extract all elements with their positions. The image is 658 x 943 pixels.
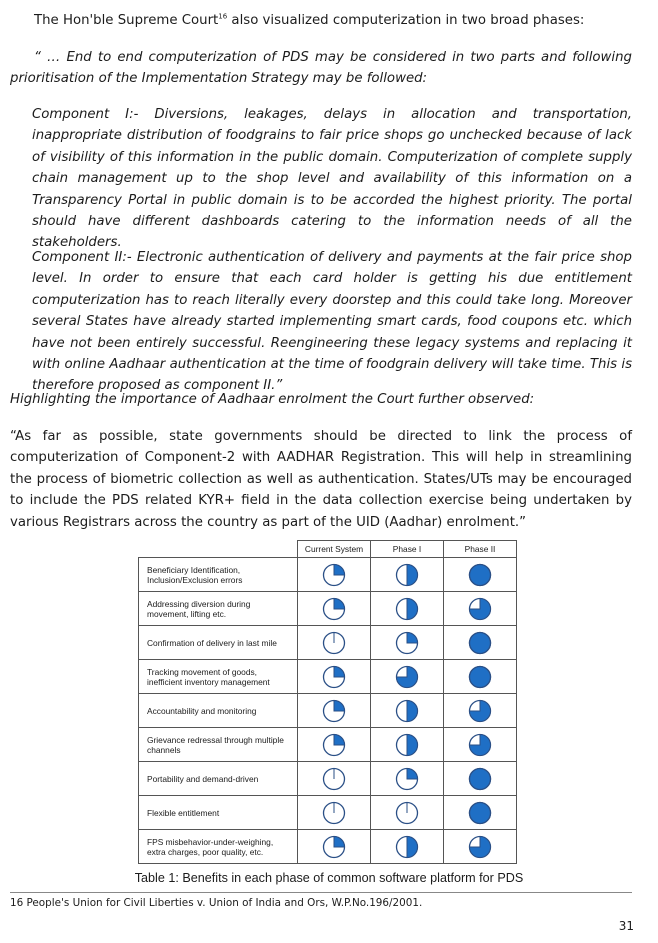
intro-paragraph — [34, 10, 584, 31]
table-caption: Table 1: Benefits in each phase of common software platform for PDS — [134, 871, 524, 885]
row-label: FPS misbehavior-under-weighing, extra charges, poor quality, etc. — [139, 830, 298, 864]
header-current-system: Current System — [298, 541, 371, 558]
table-row — [139, 796, 517, 830]
harvey-ball-fill — [407, 598, 417, 619]
harvey-ball-icon — [468, 665, 492, 689]
cell-current-system — [298, 592, 371, 626]
harvey-ball-fill — [470, 802, 491, 823]
cell-phase-1 — [371, 558, 444, 592]
harvey-ball-fill — [407, 768, 418, 779]
harvey-ball-icon — [322, 733, 346, 757]
harvey-ball-fill — [470, 768, 491, 789]
row-label: Portability and demand-driven — [139, 762, 298, 796]
table-row — [139, 558, 517, 592]
table-row — [139, 830, 517, 864]
harvey-ball-fill — [470, 564, 491, 585]
header-phase-2: Phase II — [444, 541, 517, 558]
cell-phase-2 — [444, 592, 517, 626]
harvey-ball-icon — [468, 801, 492, 825]
harvey-ball-icon — [395, 699, 419, 723]
cell-phase-2 — [444, 830, 517, 864]
component-1-paragraph: Component I:- Diversions, leakages, delays in allocation and transportation, inappropriate distribution of foodgrains to fair price shops go unchecked because of lack of visibility of this information in the public domain. Computerization of complete supply chain management up to the shop level and availability of this information on a Transparency Portal in public domain is to be accorded the highest priority. The portal should have different dashboards catering to the information needs of all the stakeholders. — [32, 107, 632, 251]
harvey-ball-fill — [470, 632, 491, 653]
footnote-divider — [10, 892, 632, 893]
row-label: Flexible entitlement — [139, 796, 298, 830]
cell-current-system — [298, 626, 371, 660]
cell-current-system — [298, 796, 371, 830]
harvey-ball-icon — [322, 767, 346, 791]
harvey-ball-fill — [407, 700, 417, 721]
table-row — [139, 626, 517, 660]
table-row — [139, 660, 517, 694]
harvey-ball-fill — [334, 700, 345, 711]
harvey-ball-fill — [334, 564, 345, 575]
cell-current-system — [298, 558, 371, 592]
harvey-ball-icon — [468, 767, 492, 791]
harvey-ball-icon — [468, 597, 492, 621]
cell-current-system — [298, 694, 371, 728]
page-number: 31 — [618, 919, 634, 933]
harvey-ball-icon — [468, 563, 492, 587]
harvey-ball-icon — [395, 767, 419, 791]
footnote-ref: 16 — [218, 12, 228, 21]
cell-phase-1 — [371, 660, 444, 694]
harvey-ball-fill — [334, 734, 345, 745]
cell-phase-2 — [444, 728, 517, 762]
intro-text: The Hon'ble Supreme Court — [34, 13, 219, 28]
harvey-ball-icon — [468, 835, 492, 859]
table-row — [139, 728, 517, 762]
row-label: Grievance redressal through multiple channels — [139, 728, 298, 762]
harvey-ball-icon — [395, 597, 419, 621]
harvey-ball-icon — [468, 631, 492, 655]
row-label: Confirmation of delivery in last mile — [139, 626, 298, 660]
row-label: Tracking movement of goods, inefficient inventory management — [139, 660, 298, 694]
row-label: Beneficiary Identification, Inclusion/Exclusion errors — [139, 558, 298, 592]
harvey-ball-icon — [395, 801, 419, 825]
harvey-ball-icon — [322, 801, 346, 825]
cell-phase-1 — [371, 728, 444, 762]
table-header-row — [139, 541, 517, 558]
cell-phase-2 — [444, 694, 517, 728]
cell-phase-1 — [371, 830, 444, 864]
cell-current-system — [298, 728, 371, 762]
benefits-table — [138, 540, 517, 864]
cell-phase-1 — [371, 592, 444, 626]
highlight-paragraph: Highlighting the importance of Aadhaar enrolment the Court further observed: — [10, 392, 535, 407]
cell-phase-2 — [444, 626, 517, 660]
cell-phase-2 — [444, 796, 517, 830]
harvey-ball-fill — [470, 666, 491, 687]
harvey-ball-icon — [322, 835, 346, 859]
cell-phase-1 — [371, 626, 444, 660]
harvey-ball-icon — [468, 699, 492, 723]
table-corner-cell — [139, 541, 298, 558]
cell-current-system — [298, 660, 371, 694]
cell-phase-2 — [444, 762, 517, 796]
harvey-ball-icon — [322, 665, 346, 689]
harvey-ball-icon — [322, 699, 346, 723]
cell-phase-1 — [371, 796, 444, 830]
harvey-ball-icon — [395, 835, 419, 859]
harvey-ball-fill — [407, 632, 418, 643]
harvey-ball-fill — [407, 564, 417, 585]
table-row — [139, 592, 517, 626]
cell-phase-1 — [371, 694, 444, 728]
harvey-ball-fill — [334, 836, 345, 847]
cell-current-system — [298, 762, 371, 796]
harvey-ball-icon — [468, 733, 492, 757]
harvey-ball-icon — [322, 563, 346, 587]
harvey-ball-icon — [395, 733, 419, 757]
row-label: Accountability and monitoring — [139, 694, 298, 728]
intro-text-after: also visualized computerization in two broad phases: — [227, 13, 585, 28]
table-row — [139, 694, 517, 728]
header-phase-1: Phase I — [371, 541, 444, 558]
component-2-paragraph: Component II:- Electronic authentication of delivery and payments at the fair price shop level. In order to ensure that each card holder is getting his due entitlement computerization has to reach literally every doorstep and this could take long. Moreover several States have already started implementing smart cards, food coupons etc. which have not been entirely successful. Reengineering these legacy systems and replacing it with online Aadhaar authentication at the time of foodgrain delivery will take time. This is therefore proposed as component II.” — [32, 250, 632, 394]
footnote-text: 16 People's Union for Civil Liberties v. Union of India and Ors, W.P.No.196/2001. — [10, 897, 423, 909]
harvey-ball-fill — [334, 666, 345, 677]
harvey-ball-icon — [395, 563, 419, 587]
aadhaar-quote-paragraph: “As far as possible, state governments should be directed to link the process of computerization of Component-2 with AADHAR Registration. This will help in streamlining the process of biometric collection as well as authentication. States/UTs may be encouraged to include the PDS related KYR+ field in the data collection exercise being undertaken by various Registrars across the country as part of the UID (Aadhar) enrolment.” — [10, 429, 632, 530]
harvey-ball-icon — [322, 631, 346, 655]
cell-phase-1 — [371, 762, 444, 796]
quote-opening: “ … End to end computerization of PDS may be considered in two parts and following prioritisation of the Implementation Strategy may be followed: — [10, 50, 632, 87]
harvey-ball-icon — [322, 597, 346, 621]
row-label: Addressing diversion during movement, lifting etc. — [139, 592, 298, 626]
harvey-ball-fill — [407, 734, 417, 755]
harvey-ball-icon — [395, 631, 419, 655]
harvey-ball-fill — [334, 598, 345, 609]
cell-current-system — [298, 830, 371, 864]
table-row — [139, 762, 517, 796]
cell-phase-2 — [444, 558, 517, 592]
harvey-ball-fill — [407, 836, 417, 857]
harvey-ball-icon — [395, 665, 419, 689]
cell-phase-2 — [444, 660, 517, 694]
